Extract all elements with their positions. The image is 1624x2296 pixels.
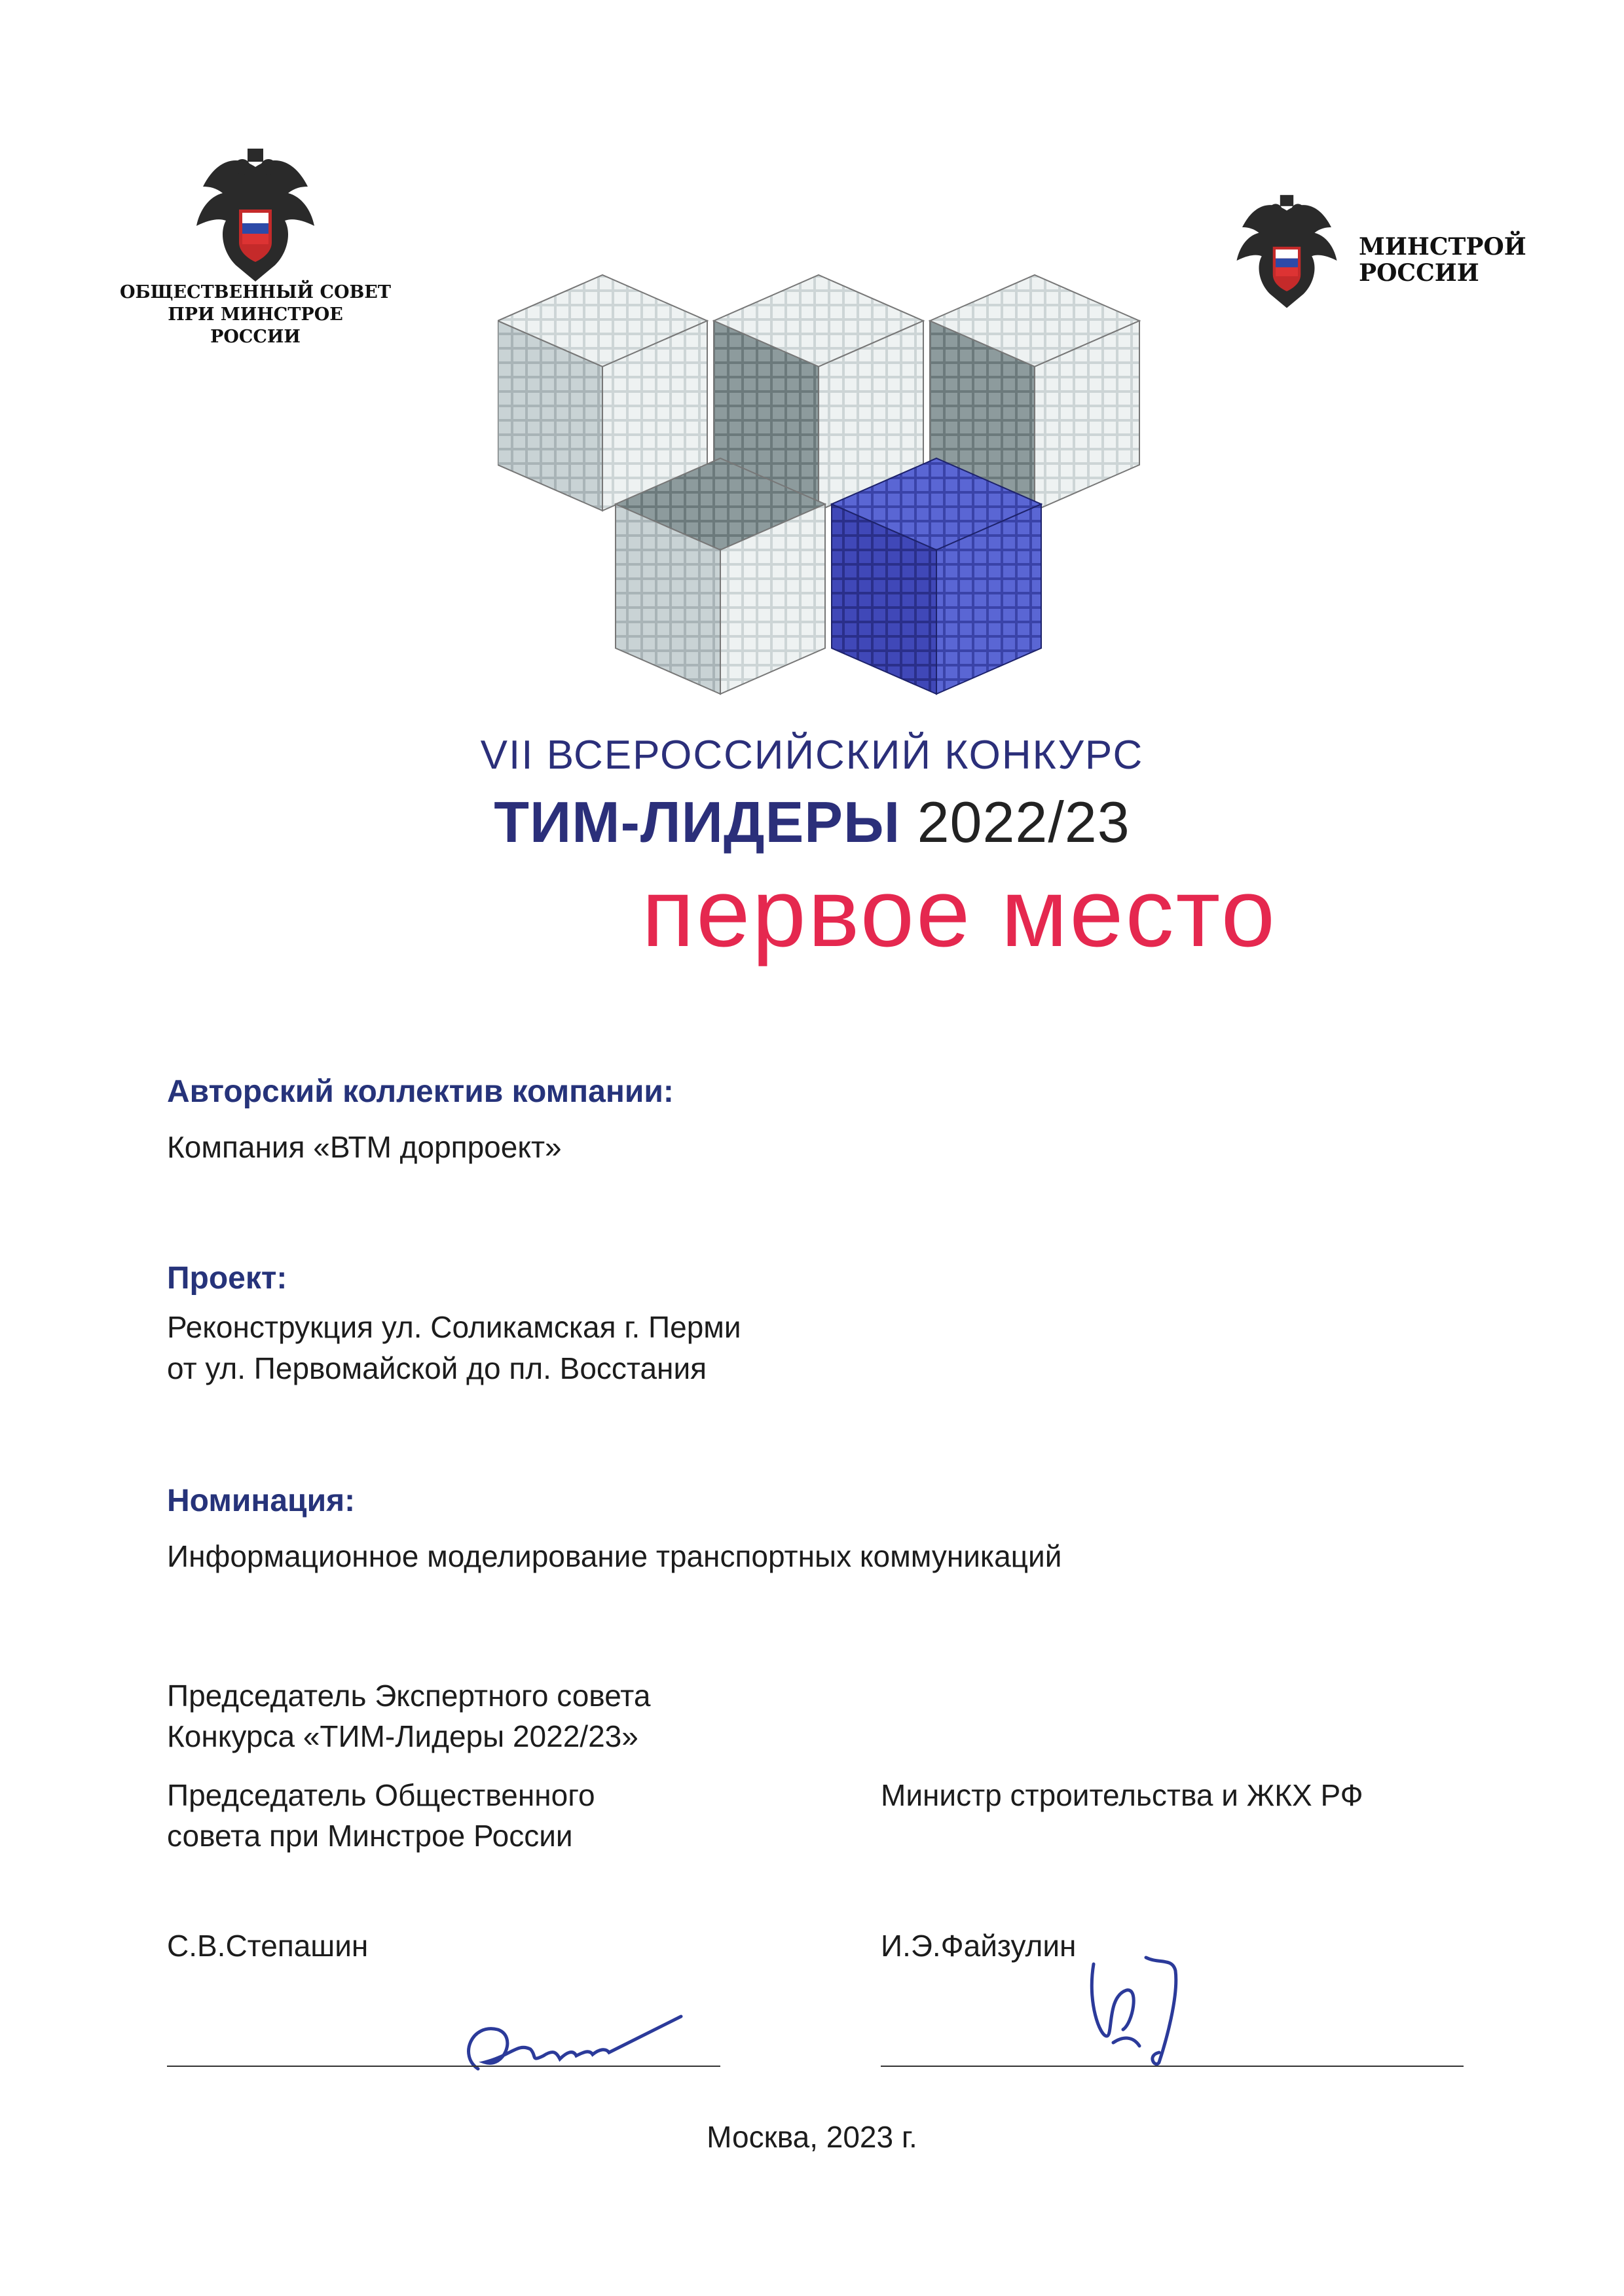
right-handwritten-signature	[1061, 1938, 1218, 2095]
left-signatory-title-1: Председатель Экспертного совета	[167, 1679, 651, 1713]
council-eagle-emblem-icon	[190, 147, 321, 288]
left-signatory-title-2: Конкурса «ТИМ-Лидеры 2022/23»	[167, 1719, 638, 1753]
nomination-value: Информационное моделирование транспортных коммуникаций	[167, 1539, 1062, 1573]
council-label-line-1: ОБЩЕСТВЕННЫЙ СОВЕТ	[120, 282, 391, 302]
minstroy-eagle-emblem-icon	[1231, 193, 1342, 314]
contest-title: VII ВСЕРОССИЙСКИЙ КОНКУРС	[480, 733, 1144, 778]
contest-name	[0, 789, 1624, 856]
left-handwritten-signature	[445, 1990, 707, 2088]
right-signature-line	[881, 2066, 1464, 2067]
minstroy-label-line-2: РОССИИ	[1359, 259, 1479, 287]
project-value-line-1: Реконструкция ул. Соликамская г. Перми	[167, 1310, 741, 1344]
council-label-line-3: РОССИИ	[210, 327, 301, 347]
authors-label: Авторский коллектив компании:	[167, 1074, 674, 1109]
place-and-date: Москва, 2023 г.	[707, 2120, 917, 2154]
public-council-label	[105, 282, 406, 348]
contest-name-text: ТИМ-ЛИДЕРЫ	[494, 790, 901, 854]
nomination-label: Номинация:	[167, 1484, 356, 1518]
minstroy-label	[1359, 234, 1529, 286]
building-cubes-logo	[498, 262, 1185, 714]
right-signatory-title: Министр строительства и ЖКХ РФ	[881, 1778, 1363, 1812]
left-signatory-name: С.В.Степашин	[167, 1929, 369, 1963]
project-value-line-2: от ул. Первомайской до пл. Восстания	[167, 1351, 707, 1385]
right-signatory-name: И.Э.Файзулин	[881, 1929, 1077, 1963]
award-place: первое место	[642, 859, 1277, 967]
authors-value: Компания «ВТМ дорпроект»	[167, 1130, 562, 1164]
left-signatory-title-4: совета при Минстрое России	[167, 1819, 573, 1853]
project-label: Проект:	[167, 1261, 287, 1296]
left-signature-line	[167, 2066, 720, 2067]
council-label-line-2: ПРИ МИНСТРОЕ	[168, 304, 343, 325]
contest-year: 2022/23	[917, 790, 1130, 854]
minstroy-label-line-1: МИНСТРОЙ	[1359, 233, 1526, 261]
left-signatory-title-3: Председатель Общественного	[167, 1778, 595, 1812]
